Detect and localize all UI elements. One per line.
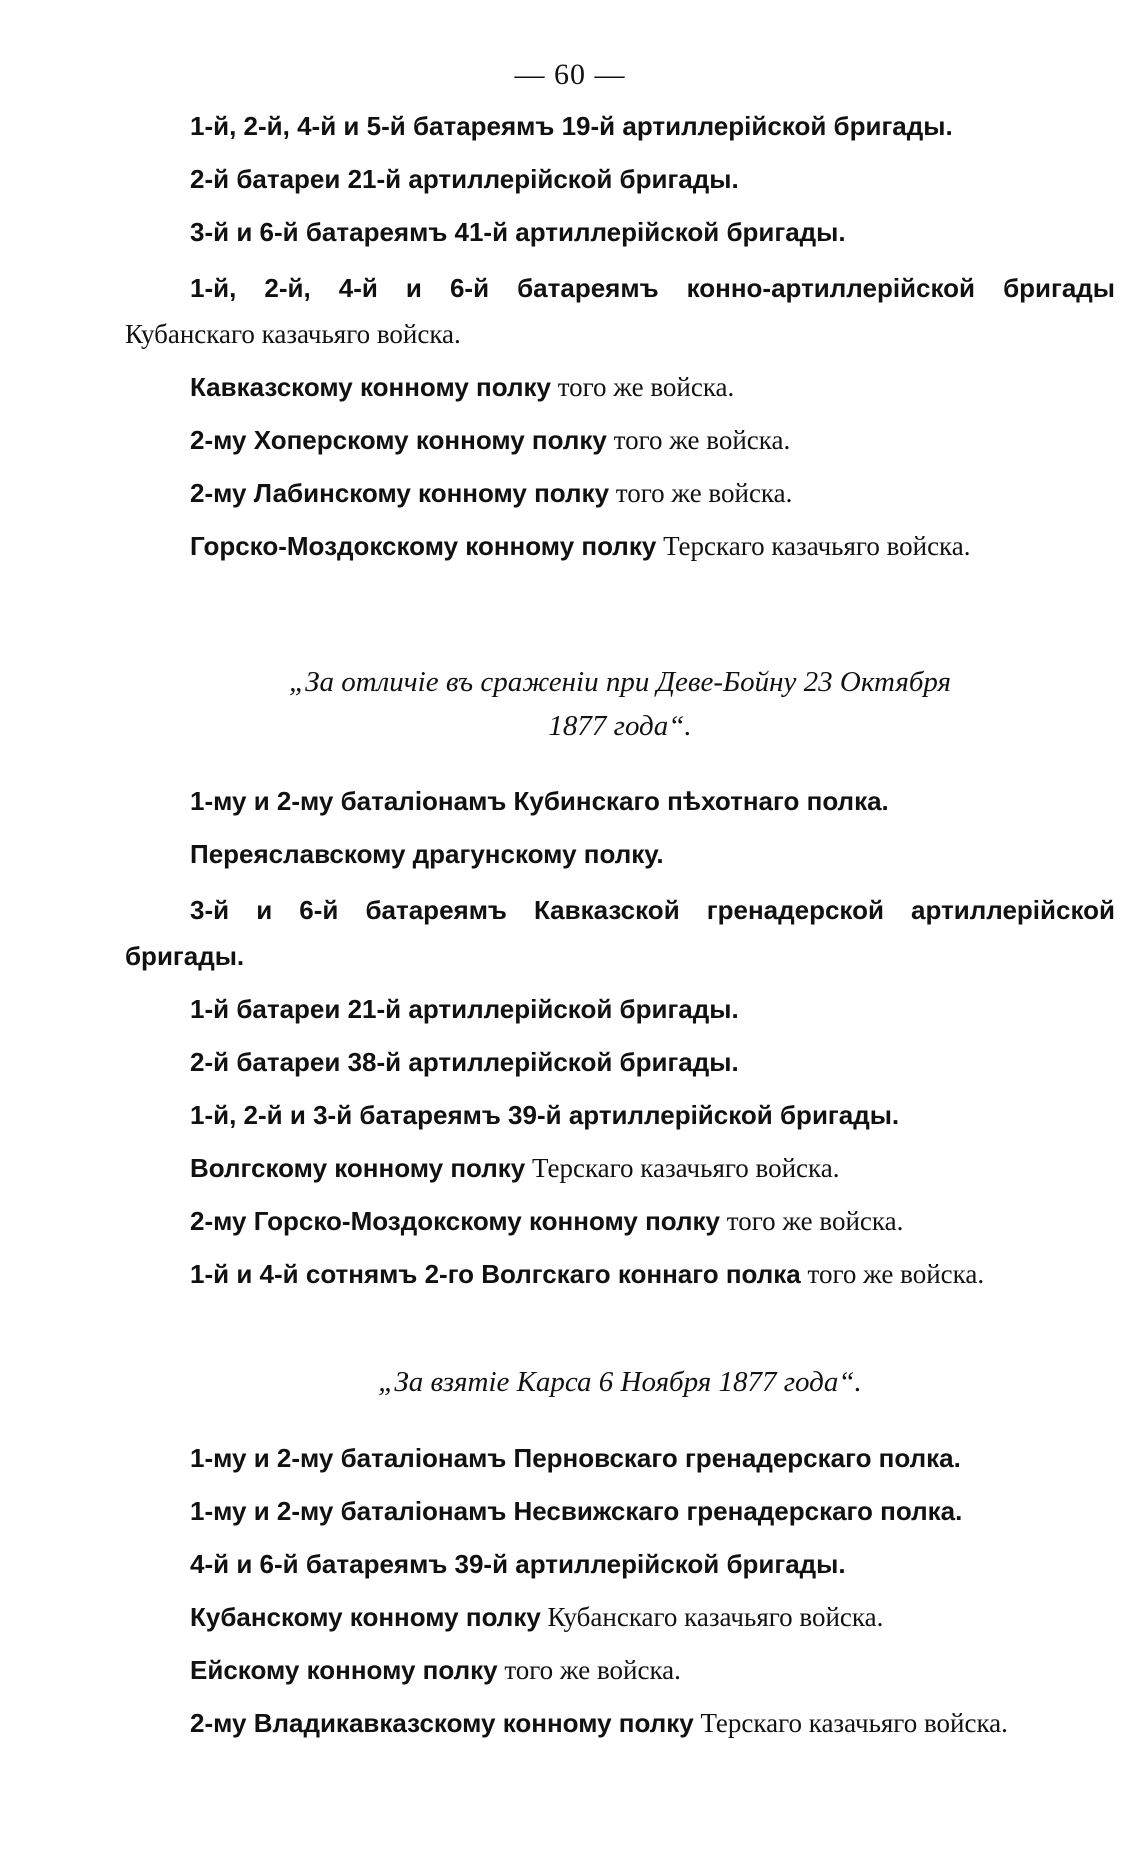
list-item bbox=[125, 414, 1115, 467]
item-affiliation: того же войска. bbox=[504, 1655, 681, 1685]
section-3-list bbox=[125, 1432, 1115, 1750]
list-item bbox=[125, 361, 1115, 414]
list-item bbox=[125, 1036, 1115, 1089]
item-unit: Переяславскому драгунскому полку. bbox=[190, 839, 664, 869]
item-affiliation: Кубанскаго казачьяго войска. bbox=[547, 1602, 884, 1632]
item-affiliation: того же войска. bbox=[726, 1206, 904, 1236]
list-item bbox=[125, 153, 1115, 206]
item-unit: бригады. bbox=[125, 941, 245, 971]
list-item bbox=[125, 1485, 1115, 1538]
list-item bbox=[125, 1591, 1115, 1644]
item-unit: 2-й батареи 38-й артиллерiйской бригады. bbox=[190, 1047, 739, 1077]
list-item bbox=[125, 100, 1115, 153]
item-unit: 1-й и 4-й сотнямъ 2-го Волгскаго коннаго полка bbox=[190, 1259, 801, 1289]
item-unit: 2-му Горско-Моздокскому конному полку bbox=[190, 1206, 720, 1236]
item-unit: 1-й, 2-й и 3-й батареямъ 39-й артиллерiйской бригады. bbox=[190, 1100, 900, 1130]
list-item bbox=[125, 828, 1115, 881]
list-item-continuation bbox=[125, 933, 1115, 979]
heading-line: 1877 года“. bbox=[548, 710, 692, 742]
item-unit: 4-й и 6-й батареямъ 39-й артиллерiйской бригады. bbox=[190, 1549, 846, 1579]
item-unit: 1-му и 2-му баталiонамъ Перновскаго гренадерскаго полка. bbox=[190, 1443, 961, 1473]
item-affiliation: того же войска. bbox=[615, 478, 793, 508]
section-2-list bbox=[125, 775, 1115, 1301]
section-2-heading bbox=[125, 660, 1115, 748]
item-unit: 2-му Владикавказскому конному полку bbox=[190, 1708, 694, 1738]
item-affiliation: того же войска. bbox=[557, 372, 735, 402]
item-unit: Ейскому конному полку bbox=[190, 1655, 498, 1685]
heading-line: „За отличiе въ сраженiи при Деве-Бойну 23 Октября bbox=[288, 666, 951, 698]
page-number: — 60 — bbox=[514, 58, 626, 91]
item-unit: 1-й, 2-й, 4-й и 6-й батареямъ конно-артиллерiйской бригады bbox=[190, 273, 1115, 303]
item-unit: 2-му Хоперскому конному полку bbox=[190, 425, 607, 455]
list-item bbox=[125, 1644, 1115, 1697]
item-unit: Горско-Моздокскому конному полку bbox=[190, 531, 657, 561]
list-item bbox=[125, 1538, 1115, 1591]
section-3-heading bbox=[125, 1360, 1115, 1404]
item-unit: 1-му и 2-му баталiонамъ Кубинскаго пѣхотнаго полка. bbox=[190, 786, 889, 816]
list-item bbox=[125, 520, 1115, 573]
list-item-continuation bbox=[125, 311, 1115, 357]
section-1-list bbox=[125, 100, 1115, 573]
item-unit: 3-й и 6-й батареямъ 41-й артиллерiйской бригады. bbox=[190, 217, 846, 247]
list-item bbox=[125, 206, 1115, 259]
item-affiliation: того же войска. bbox=[807, 1259, 985, 1289]
item-unit: Волгскому конному полку bbox=[190, 1153, 526, 1183]
list-item bbox=[125, 265, 1115, 311]
item-affiliation: того же войска. bbox=[613, 425, 791, 455]
item-unit: 2-му Лабинскому конному полку bbox=[190, 478, 610, 508]
item-unit: 1-му и 2-му баталiонамъ Несвижскаго гренадерскаго полка. bbox=[190, 1496, 963, 1526]
heading-line: „За взятiе Карса 6 Ноября 1877 года“. bbox=[378, 1366, 862, 1398]
list-item bbox=[125, 1142, 1115, 1195]
list-item bbox=[125, 1248, 1115, 1301]
list-item bbox=[125, 983, 1115, 1036]
item-unit: 2-й батареи 21-й артиллерiйской бригады. bbox=[190, 164, 739, 194]
item-unit: Кавказскому конному полку bbox=[190, 372, 551, 402]
item-affiliation: Терскаго казачьяго войска. bbox=[532, 1153, 840, 1183]
list-item bbox=[125, 467, 1115, 520]
list-item bbox=[125, 775, 1115, 828]
item-affiliation: Кубанскаго казачьяго войска. bbox=[125, 319, 461, 349]
list-item bbox=[125, 1195, 1115, 1248]
item-unit: 1-й батареи 21-й артиллерiйской бригады. bbox=[190, 994, 739, 1024]
item-affiliation: Терскаго казачьяго войска. bbox=[663, 531, 971, 561]
item-unit: 1-й, 2-й, 4-й и 5-й батареямъ 19-й артиллерiйской бригады. bbox=[190, 111, 953, 141]
list-item bbox=[125, 887, 1115, 933]
item-affiliation: Терскаго казачьяго войска. bbox=[700, 1708, 1008, 1738]
list-item bbox=[125, 1432, 1115, 1485]
item-unit: Кубанскому конному полку bbox=[190, 1602, 541, 1632]
list-item bbox=[125, 1697, 1115, 1750]
list-item bbox=[125, 1089, 1115, 1142]
item-unit: 3-й и 6-й батареямъ Кавказской гренадерской артиллерiйской bbox=[190, 895, 1115, 925]
